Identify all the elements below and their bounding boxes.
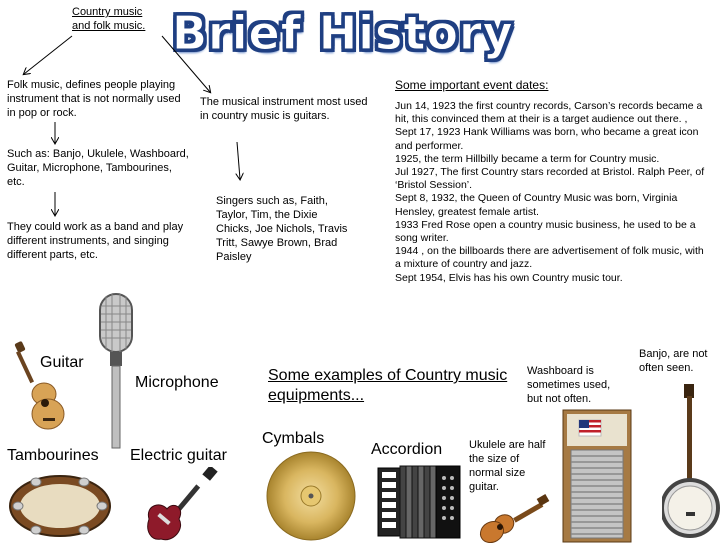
page-title: Brief History [172, 6, 514, 60]
event-item: 1933 Fred Rose open a country music business, he used to be a song writer. [395, 218, 696, 245]
arrow-to-singers-note [237, 142, 240, 179]
event-item: Jun 14, 1923 the first country records, Carson’s records became a hit, this convinced them at their is a target audience out there. , [395, 100, 703, 126]
banjo-image [662, 382, 724, 542]
acoustic-guitar-image [10, 340, 65, 432]
events-heading: Some important event dates: [395, 78, 549, 92]
guitar-note: The musical instrument most used in country music is guitars. [200, 96, 368, 122]
cymbal-image [262, 450, 360, 542]
ukulele-note: Ukulele are half the size of normal size guitar. [469, 439, 546, 493]
singers-note: Singers such as, Faith, Taylor, Tim, the Dixie Chicks, Joe Nichols, Travis Tritt, Sawye Brown, Brad Paisley [216, 195, 348, 263]
event-item: Sept 1954, Elvis has his own Country music tour. [395, 271, 623, 284]
folk-definition: Folk music, defines people playing instrument that is not normally used in pop or rock. [7, 79, 181, 119]
event-item: 1944 , on the billboards there are advertisement of folk music, with a mixture of country and jazz. [395, 245, 704, 271]
label-accordion: Accordion [371, 441, 443, 458]
label-cymbals: Cymbals [262, 430, 325, 447]
event-item: Sept 17, 1923 Hank Williams was born, who became a great icon and performer. [395, 126, 699, 152]
tambourine-image [6, 470, 114, 540]
top-note: Country music and folk music. [72, 6, 146, 32]
instrument-examples: Such as: Banjo, Ukulele, Washboard, Guitar, Microphone, Tambourines, etc. [7, 148, 189, 188]
washboard-image [561, 408, 633, 544]
arrow-to-folk-definition [24, 36, 72, 74]
flag-icon [579, 420, 601, 436]
microphone-image [92, 290, 140, 450]
banjo-note: Banjo, are not often seen. [639, 348, 708, 374]
event-item: 1925, the term Hillbilly became a term for Country music. [395, 152, 660, 165]
label-electric-guitar: Electric guitar [130, 447, 227, 464]
event-item: Jul 1927, The first Country stars recorded at Bristol. Ralph Peer, of ‘Bristol Session’. [395, 166, 705, 192]
event-item: Sept 8, 1932, the Queen of Country Music was born, Virginia Hensley, greatest female artist. [395, 192, 678, 218]
accordion-image [376, 460, 462, 542]
arrow-to-guitar-note [162, 36, 210, 92]
label-microphone: Microphone [135, 374, 219, 391]
washboard-note: Washboard is sometimes used, but not often. [527, 365, 611, 405]
label-tambourines: Tambourines [7, 447, 99, 464]
equipment-heading: Some examples of Country music equipments... [268, 367, 508, 404]
label-guitar: Guitar [40, 354, 84, 371]
band-note: They could work as a band and play different instruments, and singing different parts, etc. [7, 221, 184, 261]
electric-guitar-image [143, 467, 223, 545]
ukulele-image [478, 494, 550, 544]
